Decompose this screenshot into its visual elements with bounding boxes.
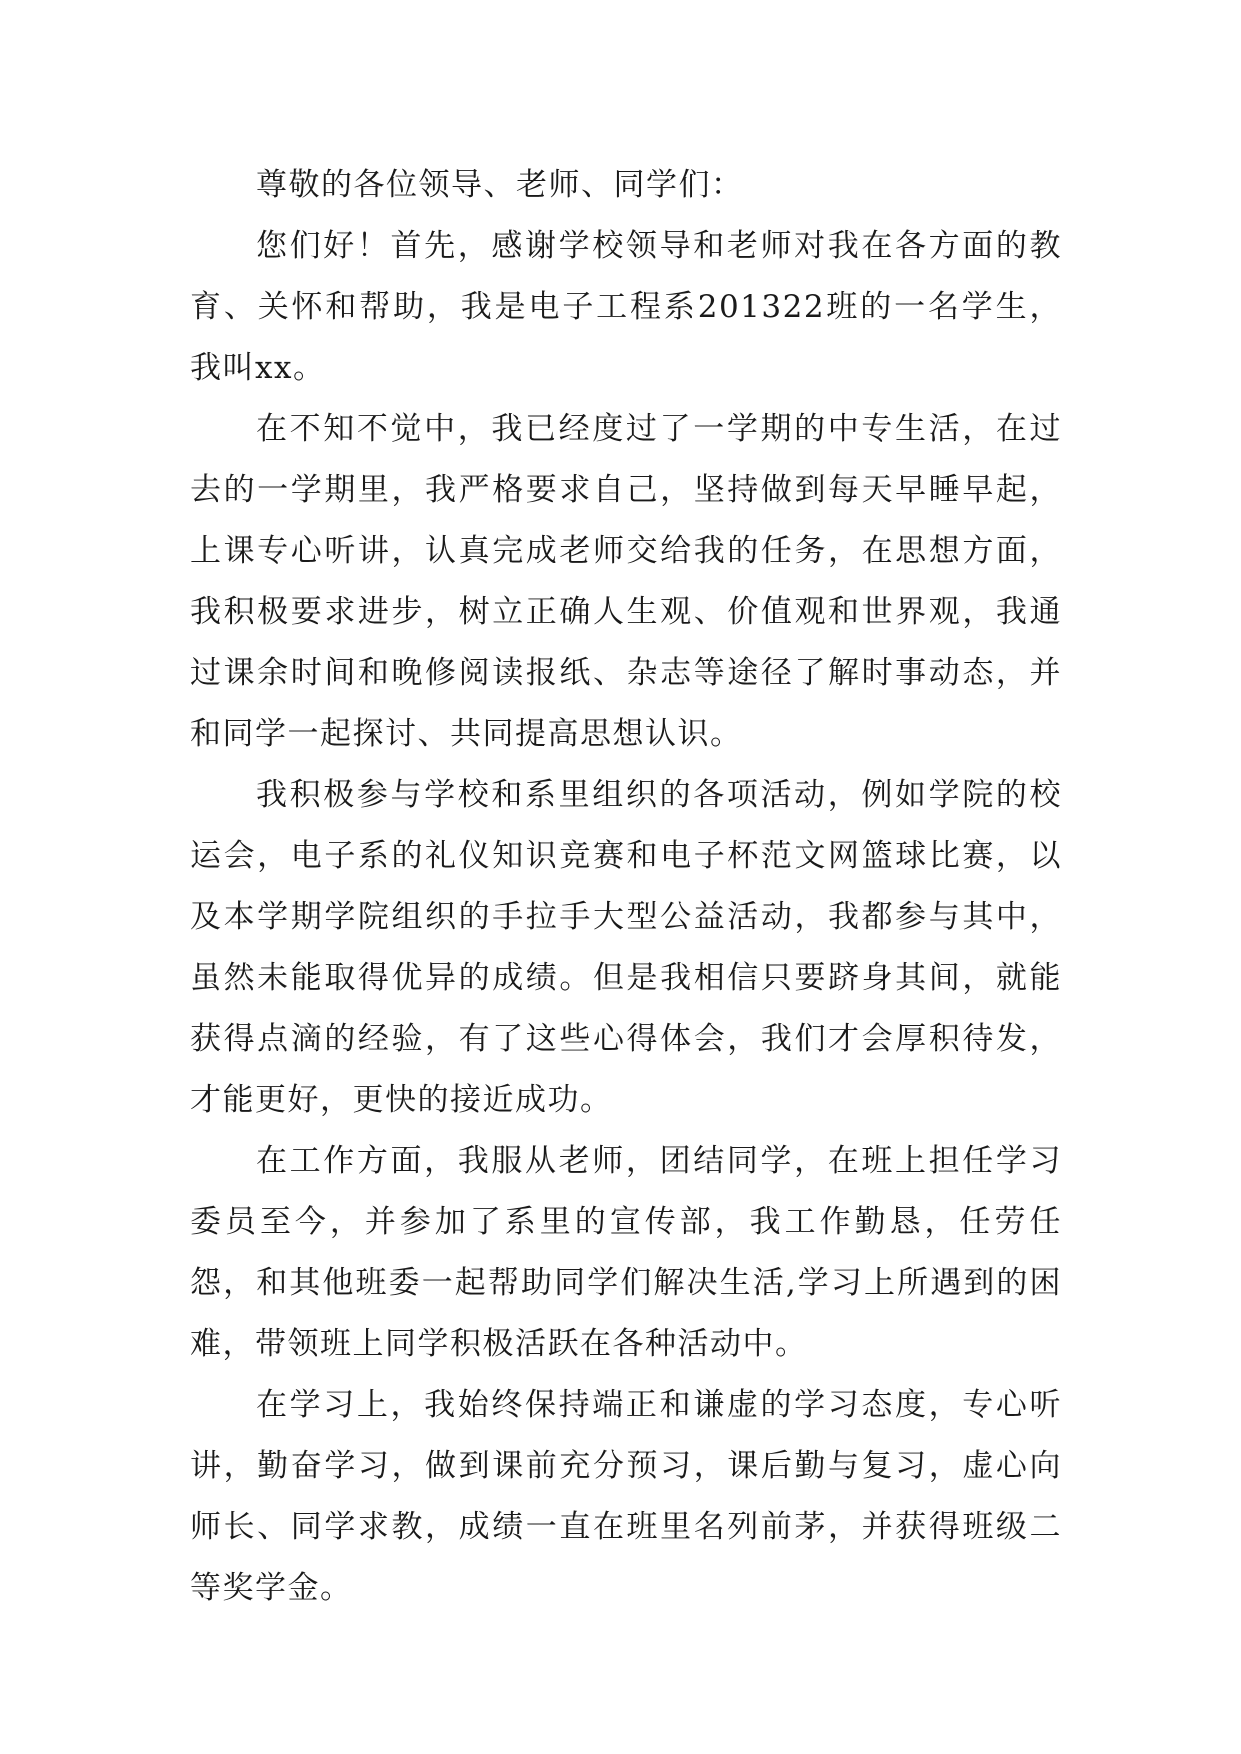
salutation-paragraph: 尊敬的各位领导、老师、同学们： (256, 167, 744, 203)
study-life-paragraph: 在不知不觉中，我已经度过了一学期的中专生活，在过去的一学期里，我严格要求自己，坚持做到每天早睡早起，上课专心听讲，认真完成老师交给我的任务，在思想方面，我积极要求进步，树立正确人生观、价值观和世界观，我通过课余时间和晚修阅读报纸、杂志等途径了解时事动态，并和同学一起探讨、共同提高思想认识。 (190, 411, 1062, 752)
learning-paragraph: 在学习上，我始终保持端正和谦虚的学习态度，专心听讲，勤奋学习，做到课前充分预习，课后勤与复习，虚心向师长、同学求教，成绩一直在班里名列前茅，并获得班级二等奖学金。 (190, 1387, 1062, 1606)
activities-paragraph: 我积极参与学校和系里组织的各项活动，例如学院的校运会，电子系的礼仪知识竞赛和电子杯范文网篮球比赛，以及本学期学院组织的手拉手大型公益活动，我都参与其中，虽然未能取得优异的成绩。但是我相信只要跻身其间，就能获得点滴的经验，有了这些心得体会，我们才会厚积待发，才能更好，更快的接近成功。 (190, 777, 1062, 1118)
work-paragraph: 在工作方面，我服从老师，团结同学，在班上担任学习委员至今，并参加了系里的宣传部，我工作勤恳，任劳任怨，和其他班委一起帮助同学们解决生活,学习上所遇到的困难，带领班上同学积极活跃在各种活动中。 (190, 1143, 1062, 1362)
greeting-paragraph: 您们好！首先，感谢学校领导和老师对我在各方面的教育、关怀和帮助，我是电子工程系201322班的一名学生，我叫xx。 (190, 228, 1062, 386)
document-body (190, 155, 1062, 1619)
